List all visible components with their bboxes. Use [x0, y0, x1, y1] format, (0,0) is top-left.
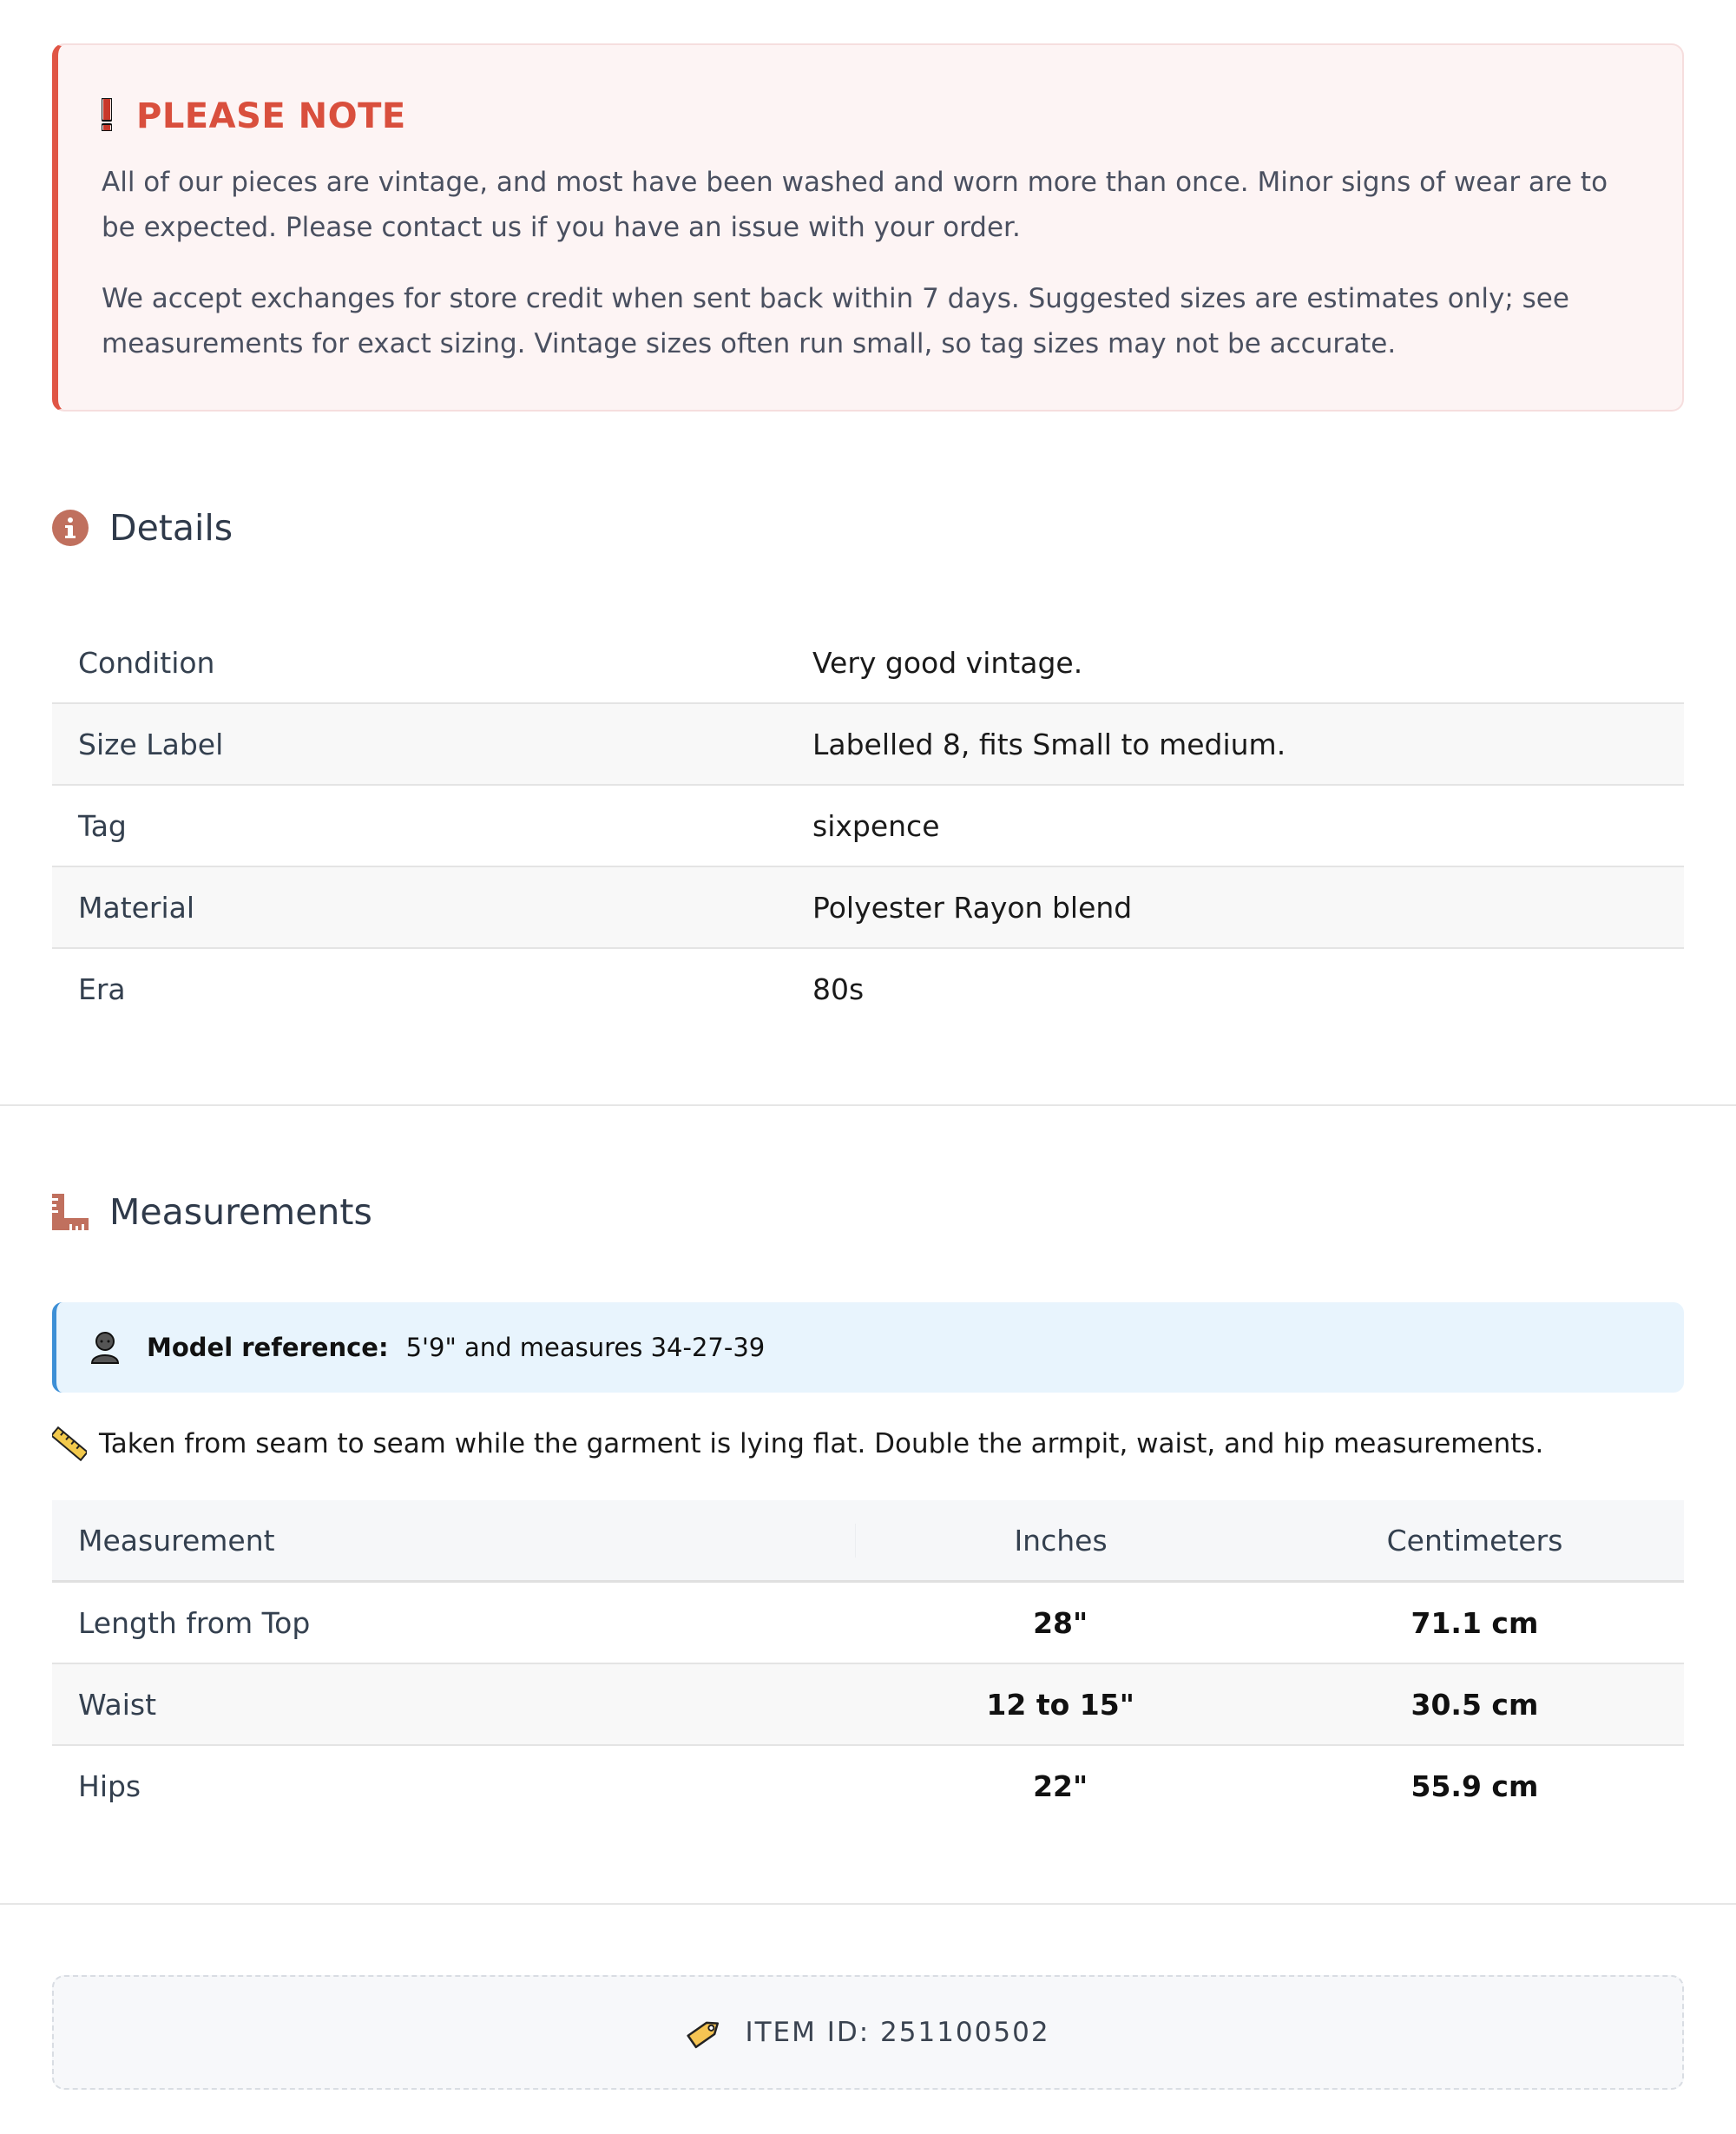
table-row [52, 867, 1684, 949]
item-id-text: ITEM ID: 251100502 [745, 2017, 1050, 2048]
exclamation-icon [102, 98, 112, 135]
measurement-note-text: Taken from seam to seam while the garment is lying flat. Double the armpit, waist, and hip measurements. [99, 1428, 1544, 1459]
detail-value: Polyester Rayon blend [812, 890, 1133, 925]
please-note-card [52, 43, 1684, 412]
detail-label: Tag [78, 808, 127, 843]
details-title: Details [109, 507, 233, 549]
measurement-inches: 12 to 15" [986, 1687, 1134, 1722]
table-header-row [52, 1500, 1684, 1583]
measurements-table [52, 1500, 1684, 1826]
measurement-inches: 22" [1033, 1768, 1088, 1803]
table-row [52, 622, 1684, 704]
model-reference-label: Model reference: [147, 1333, 389, 1362]
detail-value: sixpence [812, 808, 940, 843]
details-heading [52, 507, 233, 549]
person-icon [88, 1330, 122, 1365]
table-row [52, 704, 1684, 786]
section-divider [0, 1104, 1736, 1106]
table-row [52, 1746, 1684, 1826]
measurement-cm: 55.9 cm [1410, 1768, 1539, 1803]
column-header-centimeters: Centimeters [1386, 1523, 1563, 1558]
detail-label: Size Label [78, 727, 224, 761]
measurements-heading [52, 1191, 372, 1233]
please-note-title: PLEASE NOTE [136, 96, 406, 136]
measurements-title: Measurements [109, 1191, 372, 1233]
measurement-name: Length from Top [78, 1605, 311, 1640]
please-note-paragraph-1: All of our pieces are vintage, and most have been washed and worn more than once. Minor signs of wear are to be expected. Please contact us if you have an issue with your order. [102, 167, 1608, 243]
measurement-inches: 28" [1033, 1605, 1088, 1640]
ruler-combined-icon [52, 1194, 89, 1230]
details-table [52, 622, 1684, 1029]
measurement-cm: 30.5 cm [1410, 1687, 1539, 1722]
column-header-inches: Inches [1014, 1523, 1108, 1558]
item-id-box [52, 1975, 1684, 2090]
detail-value: Very good vintage. [812, 645, 1083, 680]
measurement-cm: 71.1 cm [1410, 1605, 1539, 1640]
model-reference-value: 5'9" and measures 34-27-39 [405, 1333, 766, 1362]
column-header-measurement: Measurement [52, 1524, 856, 1558]
please-note-paragraph-2: We accept exchanges for store credit when sent back within 7 days. Suggested sizes are estimates only; see measurements for exact sizing. Vintage sizes often run small, so tag sizes may not be accurate. [102, 283, 1569, 359]
info-icon [52, 510, 89, 546]
detail-label: Condition [78, 645, 215, 680]
detail-label: Era [78, 971, 126, 1006]
detail-value: 80s [812, 971, 865, 1006]
table-row [52, 1664, 1684, 1746]
table-row [52, 949, 1684, 1029]
model-reference-box [52, 1302, 1684, 1393]
ruler-icon [52, 1426, 87, 1461]
tag-icon [686, 2013, 724, 2052]
please-note-header [102, 94, 1630, 139]
measurement-note [52, 1426, 1543, 1461]
section-divider [0, 1903, 1736, 1905]
table-row [52, 1583, 1684, 1664]
detail-label: Material [78, 890, 195, 925]
table-row [52, 786, 1684, 867]
measurement-name: Hips [78, 1768, 141, 1803]
detail-value: Labelled 8, fits Small to medium. [812, 727, 1286, 761]
measurement-name: Waist [78, 1687, 157, 1722]
